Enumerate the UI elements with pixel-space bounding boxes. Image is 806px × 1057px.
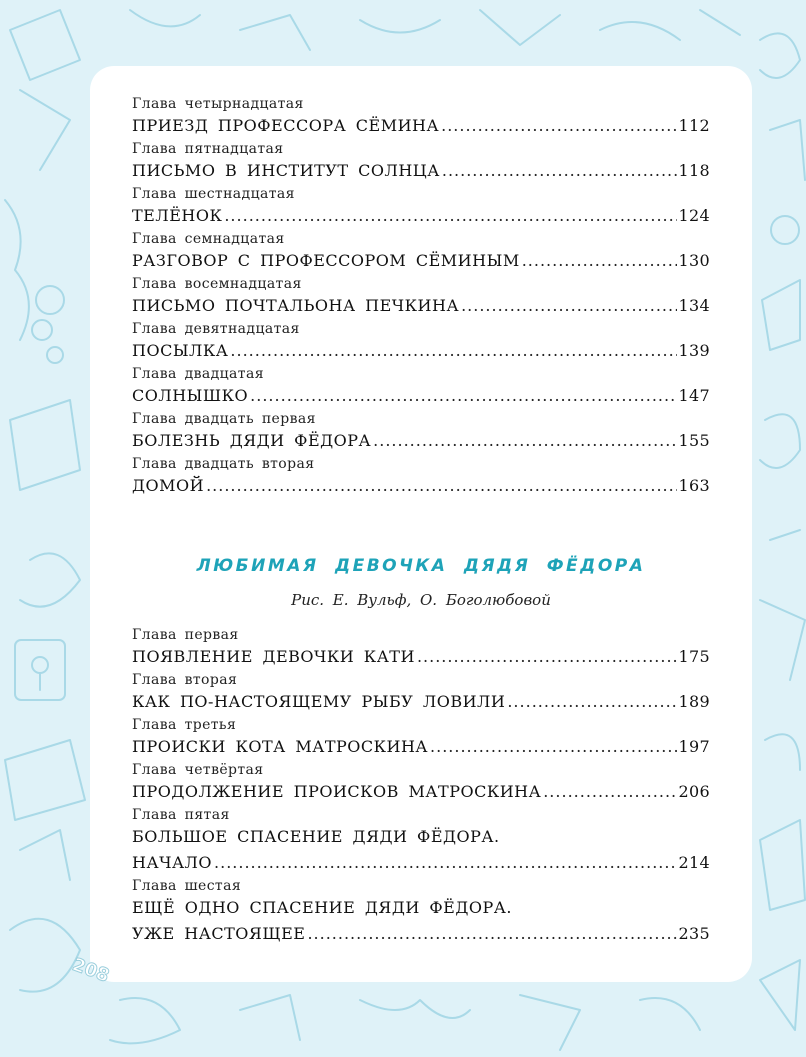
chapter-label: Глава пятнадцатая (132, 141, 284, 157)
chapter-entry[interactable] (132, 229, 710, 274)
chapter-title-line (132, 689, 710, 715)
chapter-label: Глава восемнадцатая (132, 276, 302, 292)
dot-leader (230, 338, 676, 364)
illustrators-credit: Рис. Е. Вульф, О. Боголюбовой (291, 591, 551, 609)
chapter-label: Глава третья (132, 717, 237, 733)
chapter-label: Глава четвёртая (132, 762, 264, 778)
chapter-page: 112 (678, 116, 710, 135)
chapter-page: 197 (678, 737, 710, 756)
dot-leader (250, 383, 676, 409)
chapter-title-line (132, 473, 710, 499)
chapter-title: ПРИЕЗД ПРОФЕССОРА СЁМИНА (132, 116, 440, 135)
chapter-label: Глава девятнадцатая (132, 321, 300, 337)
chapter-page: 134 (678, 296, 710, 315)
dot-leader (224, 203, 676, 229)
dot-leader (430, 734, 677, 760)
chapter-title: БОЛЕЗНЬ ДЯДИ ФЁДОРА (132, 431, 372, 450)
chapter-page: 155 (678, 431, 710, 450)
chapter-title: УЖЕ НАСТОЯЩЕЕ (132, 924, 306, 943)
chapter-title-line (132, 293, 710, 319)
chapter-label: Глава первая (132, 627, 239, 643)
dot-leader (507, 689, 676, 715)
chapter-entry[interactable] (132, 184, 710, 229)
chapter-title-line (132, 248, 710, 274)
dot-leader (214, 850, 677, 876)
toc-bottom (132, 625, 710, 947)
chapter-entry[interactable] (132, 670, 710, 715)
chapter-title-line (132, 158, 710, 184)
page-number: 208 (69, 954, 113, 987)
chapter-entry[interactable] (132, 625, 710, 670)
chapter-label: Глава четырнадцатая (132, 96, 304, 112)
chapter-label: Глава шестнадцатая (132, 186, 295, 202)
chapter-title-line (132, 850, 710, 876)
chapter-label: Глава пятая (132, 807, 230, 823)
chapter-title: ПИСЬМО ПОЧТАЛЬОНА ПЕЧКИНА (132, 296, 460, 315)
chapter-label: Глава двадцать вторая (132, 456, 315, 472)
dot-leader (461, 293, 676, 319)
chapter-title: ПРОДОЛЖЕНИЕ ПРОИСКОВ МАТРОСКИНА (132, 782, 542, 801)
chapter-title: КАК ПО-НАСТОЯЩЕМУ РЫБУ ЛОВИЛИ (132, 692, 506, 711)
dot-leader (441, 113, 676, 139)
chapter-page: 139 (678, 341, 710, 360)
dot-leader (307, 921, 676, 947)
chapter-title-first-line: БОЛЬШОЕ СПАСЕНИЕ ДЯДИ ФЁДОРА. (132, 827, 500, 846)
chapter-title-line (132, 734, 710, 760)
chapter-page: 130 (678, 251, 710, 270)
chapter-page: 118 (678, 161, 710, 180)
chapter-title: ПОСЫЛКА (132, 341, 229, 360)
chapter-title-line (132, 428, 710, 454)
dot-leader (373, 428, 676, 454)
dot-leader (417, 644, 677, 670)
chapter-entry[interactable] (132, 409, 710, 454)
chapter-entry[interactable] (132, 139, 710, 184)
chapter-page: 175 (678, 647, 710, 666)
chapter-title: ДОМОЙ (132, 476, 205, 495)
chapter-title: ПОЯВЛЕНИЕ ДЕВОЧКИ КАТИ (132, 647, 415, 666)
dot-leader (522, 248, 677, 274)
chapter-page: 214 (678, 853, 710, 872)
chapter-page: 163 (678, 476, 710, 495)
chapter-entry[interactable] (132, 94, 710, 139)
chapter-title: РАЗГОВОР С ПРОФЕССОРОМ СЁМИНЫМ (132, 251, 520, 270)
chapter-title: ПИСЬМО В ИНСТИТУТ СОЛНЦА (132, 161, 440, 180)
chapter-title: СОЛНЫШКО (132, 386, 249, 405)
chapter-entry[interactable] (132, 319, 710, 364)
chapter-entry[interactable] (132, 805, 710, 876)
chapter-label: Глава двадцатая (132, 366, 264, 382)
chapter-title-line (132, 338, 710, 364)
chapter-page: 206 (678, 782, 710, 801)
chapter-page: 189 (678, 692, 710, 711)
chapter-title-line (132, 113, 710, 139)
chapter-title: ПРОИСКИ КОТА МАТРОСКИНА (132, 737, 429, 756)
toc-top (132, 94, 710, 499)
chapter-entry[interactable] (132, 760, 710, 805)
chapter-entry[interactable] (132, 715, 710, 760)
chapter-page: 124 (678, 206, 710, 225)
dot-leader (442, 158, 677, 184)
dot-leader (543, 779, 676, 805)
chapter-label: Глава двадцать первая (132, 411, 316, 427)
chapter-page: 235 (678, 924, 710, 943)
chapter-title-first-line: ЕЩЁ ОДНО СПАСЕНИЕ ДЯДИ ФЁДОРА. (132, 898, 512, 917)
chapter-title-line (132, 779, 710, 805)
chapter-title-line (132, 921, 710, 947)
chapter-page: 147 (678, 386, 710, 405)
dot-leader (206, 473, 676, 499)
chapter-title-line (132, 644, 710, 670)
chapter-title: ТЕЛЁНОК (132, 206, 223, 225)
chapter-entry[interactable] (132, 274, 710, 319)
chapter-entry[interactable] (132, 876, 710, 947)
chapter-title-line (132, 383, 710, 409)
chapter-entry[interactable] (132, 454, 710, 499)
chapter-label: Глава шестая (132, 878, 242, 894)
chapter-title: НАЧАЛО (132, 853, 213, 872)
chapter-title-line (132, 203, 710, 229)
chapter-label: Глава семнадцатая (132, 231, 285, 247)
section-title: ЛЮБИМАЯ ДЕВОЧКА ДЯДЯ ФЁДОРА (196, 556, 646, 576)
chapter-entry[interactable] (132, 364, 710, 409)
chapter-label: Глава вторая (132, 672, 238, 688)
